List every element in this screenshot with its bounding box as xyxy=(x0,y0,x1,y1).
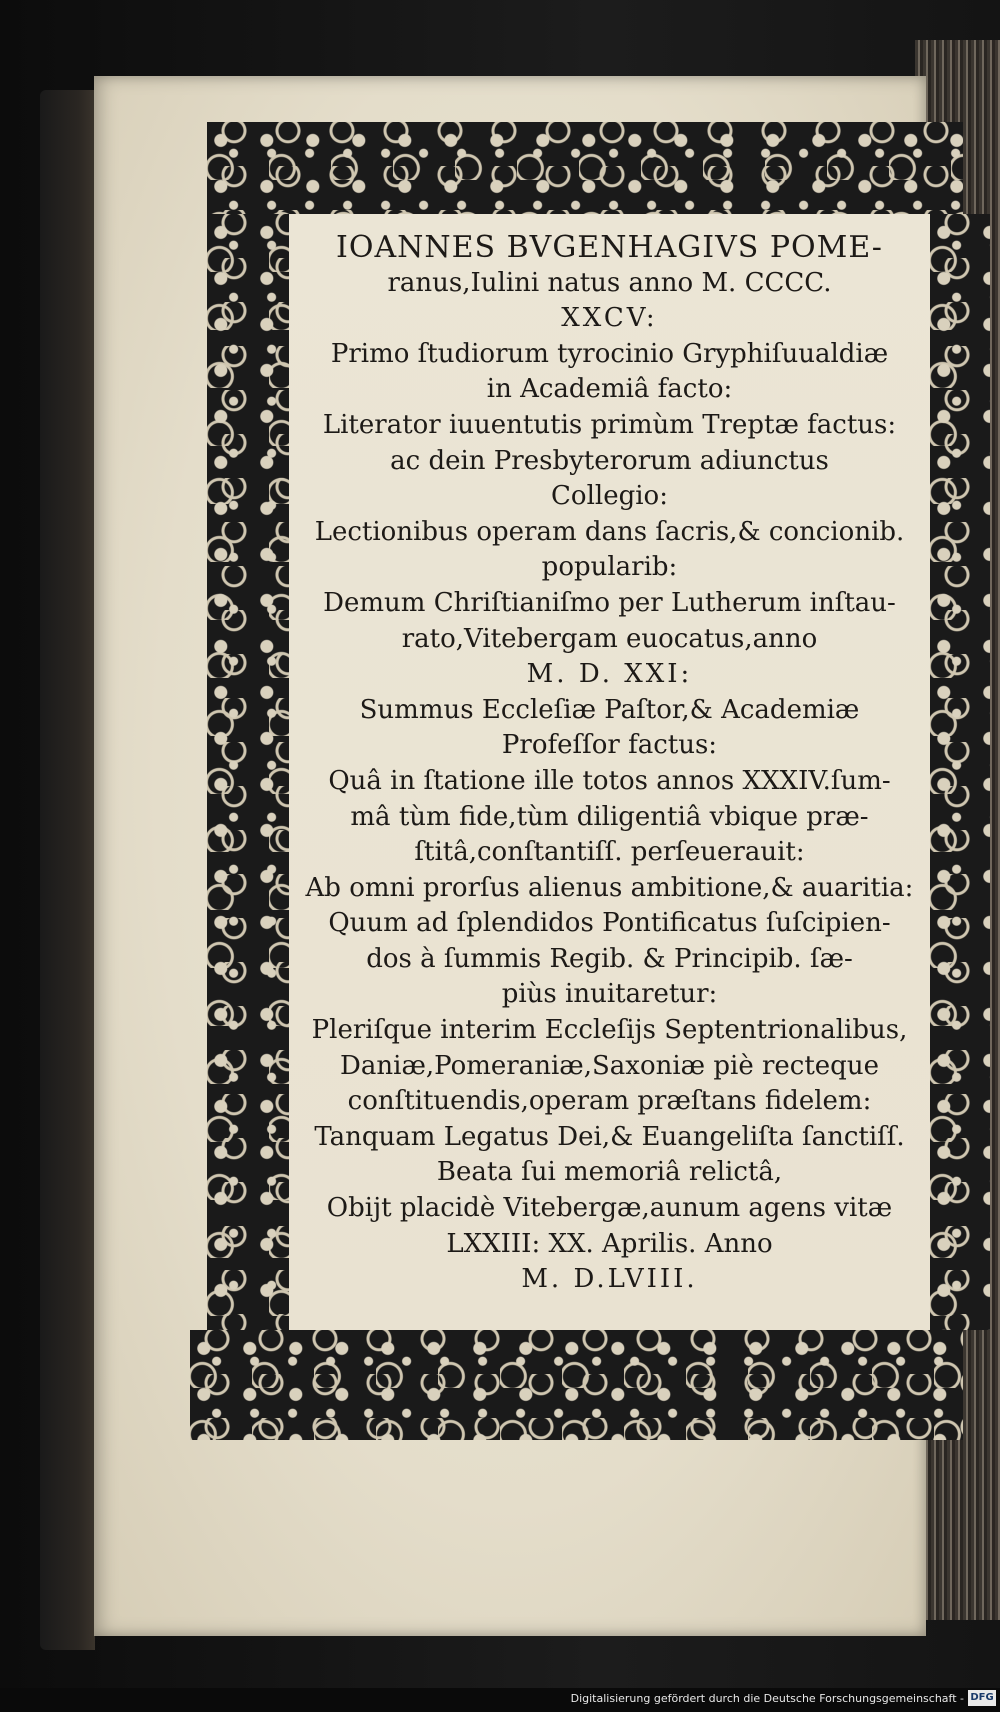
inscription-line: Collegio: xyxy=(551,481,668,512)
woodcut-border-top xyxy=(207,122,963,214)
woodcut-border-right xyxy=(930,214,990,1330)
inscription-line: rato,Vitebergam euocatus,anno xyxy=(401,623,818,654)
inscription-line: popularib: xyxy=(541,552,678,583)
inscription-line: piùs inuitaretur: xyxy=(501,979,718,1010)
inscription-line: Lectionibus operam dans ſacris,& concionib. xyxy=(314,516,905,547)
inscription-line: Profeſſor factus: xyxy=(501,730,718,761)
inscription-line: Summus Eccleſiæ Paſtor,& Academiæ xyxy=(359,694,860,725)
inscription-line: Beata ſui memoriâ relictâ, xyxy=(436,1157,783,1188)
inscription-line: Demum Chriſtianiſmo per Lutherum inſtau- xyxy=(323,587,896,618)
inscription-line: ſtitâ,conſtantiſſ. perſeuerauit: xyxy=(414,837,805,868)
inscription-line: Quâ in ſtatione ille totos annos XXXIV.ſum- xyxy=(328,765,891,796)
inscription-line: ranus,Iulini natus anno M. CCCC. xyxy=(387,267,832,298)
inscription-line: LXXIII: XX. Aprilis. Anno xyxy=(446,1228,773,1259)
inscription-line: Ab omni prorſus alienus ambitione,& auaritia: xyxy=(305,872,914,903)
inscription-line: in Academiâ facto: xyxy=(486,374,733,405)
inscription-line: Primo ſtudiorum tyrocinio Gryphiſuualdiæ xyxy=(330,338,889,369)
inscription-line: mâ tùm fide,tùm diligentiâ vbique præ- xyxy=(350,801,869,832)
inscription-line: M. D.LVIII. xyxy=(521,1264,698,1295)
inscription-line: M. D. XXI: xyxy=(526,659,693,690)
book-spine-edge xyxy=(40,90,95,1650)
inscription-line: Daniæ,Pomeraniæ,Saxoniæ piè recteque xyxy=(340,1050,879,1081)
inscription-line: Pleriſque interim Eccleſijs Septentrionalibus, xyxy=(311,1015,908,1046)
inscription-line: conſtituendis,operam præſtans fidelem: xyxy=(347,1086,872,1117)
inscription-line: Quum ad ſplendidos Pontificatus ſuſcipien- xyxy=(328,908,891,939)
inscription-line: Literator iuuentutis primùm Treptæ factus: xyxy=(322,409,897,440)
inscription-text xyxy=(289,230,930,1298)
digitization-credit: Digitalisierung gefördert durch die Deutsche Forschungsgemeinschaft - xyxy=(570,1692,964,1705)
inscription-line: XXCV: xyxy=(561,303,658,334)
woodcut-border-bottom xyxy=(190,1330,963,1440)
inscription-line: dos à ſummis Regib. & Principib. ſæ- xyxy=(366,943,853,974)
dfg-logo: DFG xyxy=(968,1690,996,1706)
woodcut-border-left xyxy=(207,214,289,1330)
inscription-line: ac dein Presbyterorum adiunctus xyxy=(390,445,829,476)
inscription-line: Obijt placidè Vitebergæ,aunum agens vitæ xyxy=(326,1193,893,1224)
inscription-line: Tanquam Legatus Dei,& Euangeliſta ſanctiſſ. xyxy=(314,1121,905,1152)
inscription-line: IOANNES BVGENHAGIVS POME- xyxy=(336,230,883,265)
